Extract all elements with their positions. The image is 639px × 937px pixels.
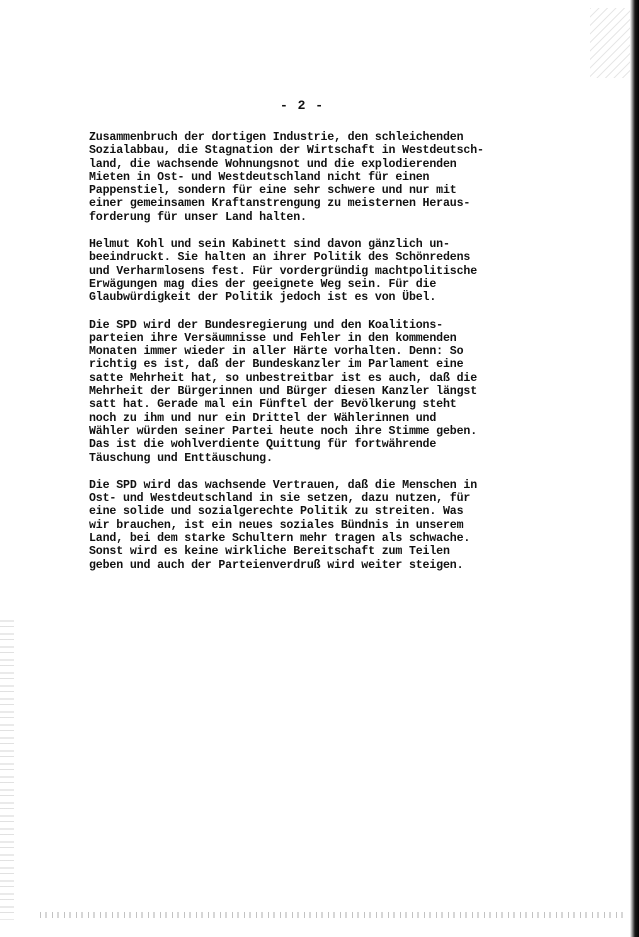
text-line: Monaten immer wieder in aller Härte vorhalten. Denn: So [89, 345, 464, 359]
text-line: Erwägungen mag dies der geeignete Weg sein. Für die [89, 277, 437, 291]
text-line: Ost- und Westdeutschland in sie setzen, dazu nutzen, für [89, 492, 471, 506]
text-line: Sozialabbau, die Stagnation der Wirtschaft in Westdeutsch- [89, 144, 484, 158]
text-line: geben und auch der Parteienverdruß wird weiter steigen. [89, 558, 464, 572]
paragraph-3 [89, 319, 529, 465]
text-line: richtig es ist, daß der Bundeskanzler im Parlament eine [89, 358, 464, 372]
text-line: Das ist die wohlverdiente Quittung für fortwährende [89, 438, 437, 452]
text-line: Täuschung und Enttäuschung. [89, 451, 273, 465]
text-line: Mieten in Ost- und Westdeutschland nicht für einen [89, 170, 430, 184]
text-line: Die SPD wird der Bundesregierung und den Koalitions- [89, 318, 443, 332]
text-line: Glaubwürdigkeit der Politik jedoch ist es von Übel. [89, 291, 437, 305]
text-line: wir brauchen, ist ein neues soziales Bündnis in unserem [89, 518, 464, 532]
text-line: satte Mehrheit hat, so unbestreitbar ist es auch, daß die [89, 371, 478, 385]
text-line: beeindruckt. Sie halten an ihrer Politik des Schönredens [89, 251, 471, 265]
paragraph-4 [89, 479, 529, 572]
text-line: eine solide und sozialgerechte Politik zu streiten. Was [89, 505, 464, 519]
paragraph-1 [89, 131, 529, 224]
text-line: einer gemeinsamen Kraftanstrengung zu meisternen Heraus- [89, 197, 471, 211]
text-line: und Verharmlosens fest. Für vordergründig machtpolitische [89, 264, 478, 278]
text-line: Helmut Kohl und sein Kabinett sind davon gänzlich un- [89, 238, 450, 252]
scan-edge-right [630, 0, 639, 937]
text-line: Land, bei dem starke Schultern mehr tragen als schwache. [89, 532, 471, 546]
text-line: Wähler würden seiner Partei heute noch ihre Stimme geben. [89, 424, 478, 438]
text-line: Die SPD wird das wachsende Vertrauen, daß die Menschen in [89, 478, 478, 492]
page-number: - 2 - [279, 98, 324, 113]
text-line: Sonst wird es keine wirkliche Bereitschaft zum Teilen [89, 545, 450, 559]
text-line: noch zu ihm und nur ein Drittel der Wählerinnen und [89, 411, 437, 425]
text-line: land, die wachsende Wohnungsnot und die explodierenden [89, 157, 457, 171]
text-line: forderung für unser Land halten. [89, 210, 307, 224]
text-line: Pappenstiel, sondern für eine sehr schwere und nur mit [89, 184, 457, 198]
body-text [89, 131, 529, 586]
scan-edge-bottom [40, 912, 625, 918]
text-line: satt hat. Gerade mal ein Fünftel der Bevölkerung steht [89, 398, 457, 412]
text-line: Mehrheit der Bürgerinnen und Bürger diesen Kanzler längst [89, 385, 478, 399]
paragraph-2 [89, 238, 529, 304]
scan-speckle-top-right [590, 8, 630, 78]
scan-edge-left [0, 620, 14, 920]
text-line: parteien ihre Versäumnisse und Fehler in den kommenden [89, 331, 457, 345]
text-line: Zusammenbruch der dortigen Industrie, den schleichenden [89, 131, 464, 144]
